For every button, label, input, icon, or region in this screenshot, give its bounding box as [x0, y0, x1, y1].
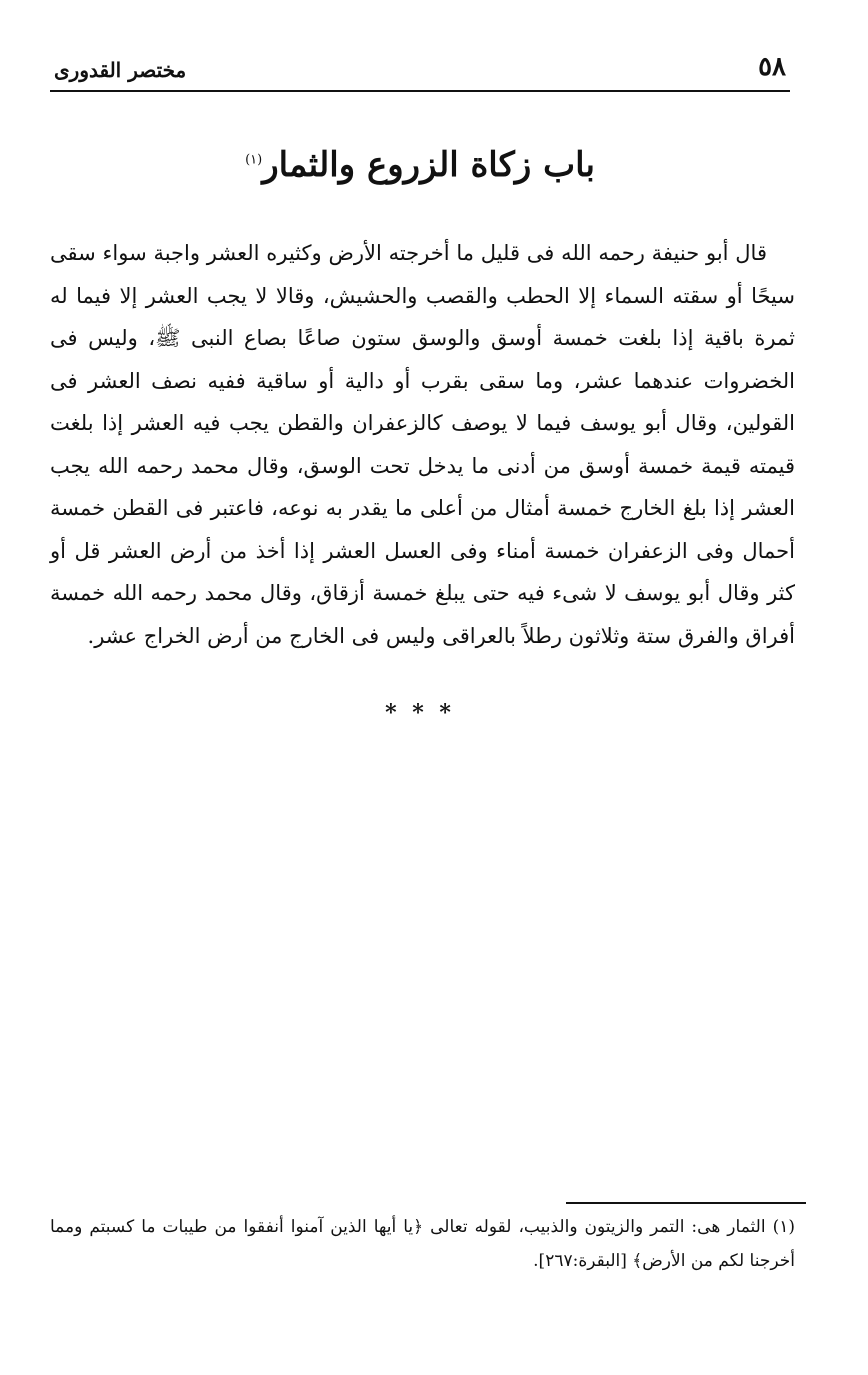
chapter-title — [50, 145, 790, 185]
body-paragraph: قال أبو حنيفة رحمه الله فى قليل ما أخرجته الأرض وكثيره العشر واجبة سواء سقى سيحًا أو سقته السماء إلا الحطب والقصب والحشيش، وقالا لا يجب العشر إلا فيما له ثمرة باقية إذا بلغت خمسة أوسق والوسق ستون صاعًا بصاع النبى ﷺ، وليس فى الخضروات عندهما عشر، وما سقى بقرب أو دالية أو ساقية ففيه نصف العشر فى القولين، وقال أبو يوسف فيما لا يوصف كالزعفران والقطن يجب فيه العشر إذا بلغت قيمته قيمة خمسة أوسق من أدنى ما يدخل تحت الوسق، وقال محمد رحمه الله يجب العشر إذا بلغ الخارج خمسة أمثال من أعلى ما يقدر به نوعه، فاعتبر فى القطن خمسة أحمال وفى الزعفران خمسة أمناء وفى العسل العشر إذا أخذ من أرض العشر قل أو كثر وقال أبو يوسف لا شىء فيه حتى يبلغ خمسة أزقاق، وقال محمد رحمه الله خمسة أفراق والفرق ستة وثلاثون رطلاً بالعراقى وليس فى الخارج من أرض الخراج عشر. — [50, 241, 795, 648]
chapter-title-text: باب زكاة الزروع والثمار — [262, 145, 595, 185]
page-number: ٥٨ — [758, 52, 786, 82]
book-title: مختصر القدورى — [54, 58, 187, 82]
footnote-reference[interactable]: (١) — [245, 152, 263, 168]
running-header — [50, 50, 790, 92]
section-separator: * * * — [385, 700, 455, 726]
footnote-divider — [566, 1202, 806, 1204]
footnote: (١) الثمار هى: التمر والزيتون والذبيب، لقوله تعالى ﴿يا أيها الذين آمنوا أنفقوا من طيبات ما كسبتم ومما أخرجنا لكم من الأرض﴾ [البقرة:٢٦٧]. — [50, 1217, 795, 1271]
